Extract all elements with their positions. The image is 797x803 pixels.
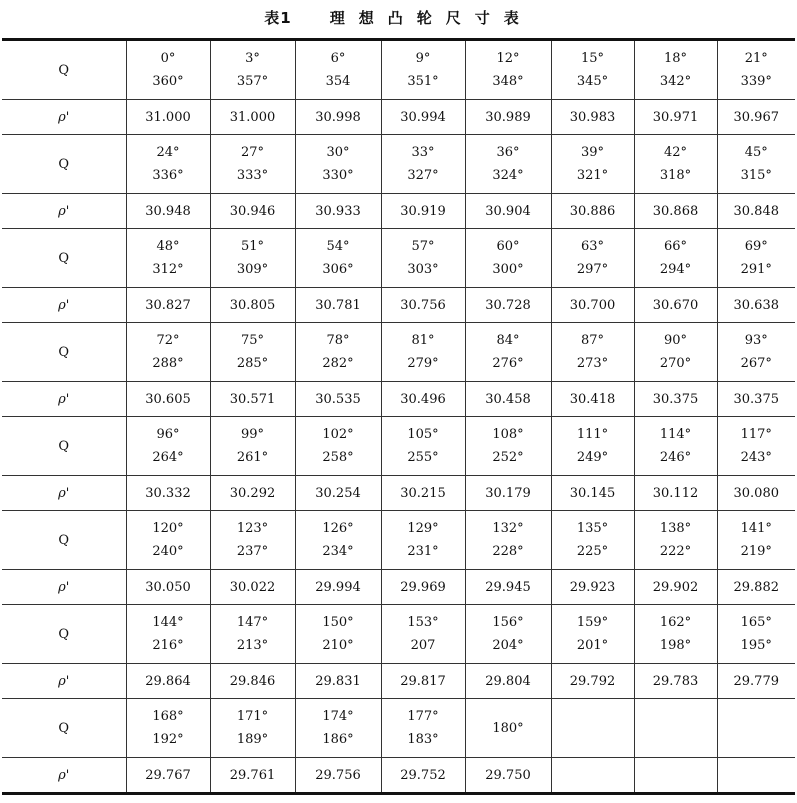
radius-cell: 30.827 <box>126 288 210 323</box>
angle-cell <box>381 605 465 664</box>
angle-value: 144° <box>152 615 184 630</box>
angle-value: 63° <box>580 239 605 254</box>
radius-cell: 30.571 <box>210 382 295 417</box>
angle-cell <box>717 417 795 476</box>
radius-cell: 30.967 <box>717 100 795 135</box>
radius-cell: 30.781 <box>295 288 381 323</box>
radius-row <box>2 664 795 699</box>
angle-cell <box>210 511 295 570</box>
radius-cell: 29.792 <box>551 664 634 699</box>
radius-cell: 30.535 <box>295 382 381 417</box>
radius-cell: 30.418 <box>551 382 634 417</box>
angle-value: 48° <box>156 239 180 254</box>
angle-supplement: 279° <box>407 356 439 371</box>
angle-cell <box>717 40 795 100</box>
angle-supplement: 318° <box>659 168 692 183</box>
angle-supplement: 360° <box>152 74 184 89</box>
q-label: Q <box>2 699 126 758</box>
radius-cell: 30.605 <box>126 382 210 417</box>
angle-supplement: 255° <box>407 450 439 465</box>
angle-cell <box>465 699 551 758</box>
radius-cell: 30.886 <box>551 194 634 229</box>
angle-supplement: 234° <box>322 544 354 559</box>
angle-value: 87° <box>580 333 605 348</box>
angle-cell <box>551 135 634 194</box>
angle-supplement: 261° <box>236 450 269 465</box>
angle-value: 45° <box>744 145 768 160</box>
angle-cell <box>551 40 634 100</box>
radius-cell: 30.728 <box>465 288 551 323</box>
radius-cell: 30.756 <box>381 288 465 323</box>
angle-supplement: 312° <box>152 262 184 277</box>
angle-cell <box>126 323 210 382</box>
radius-cell: 30.638 <box>717 288 795 323</box>
angle-value: 180° <box>492 720 524 736</box>
angle-cell <box>381 229 465 288</box>
angle-cell <box>465 323 551 382</box>
rho-label: ρ' <box>2 570 126 605</box>
angle-cell <box>717 605 795 664</box>
angle-supplement: 282° <box>322 356 354 371</box>
angle-cell <box>126 417 210 476</box>
angle-supplement: 270° <box>659 356 692 371</box>
radius-cell: 30.904 <box>465 194 551 229</box>
radius-cell: 30.948 <box>126 194 210 229</box>
radius-cell: 30.989 <box>465 100 551 135</box>
angle-cell <box>717 699 795 758</box>
angle-supplement: 207 <box>410 638 436 653</box>
angle-cell <box>465 511 551 570</box>
radius-cell: 30.254 <box>295 476 381 511</box>
angle-supplement: 216° <box>152 638 184 653</box>
angle-cell <box>551 511 634 570</box>
angle-cell <box>381 135 465 194</box>
angle-supplement: 303° <box>407 262 439 277</box>
radius-cell: 30.868 <box>634 194 717 229</box>
angle-supplement: 354 <box>325 74 351 89</box>
angle-value: 138° <box>659 521 692 536</box>
angle-cell <box>126 699 210 758</box>
radius-row <box>2 288 795 323</box>
angle-supplement: 342° <box>659 74 692 89</box>
angle-supplement: 189° <box>236 732 269 747</box>
angle-value: 111° <box>576 427 609 442</box>
angle-supplement: 192° <box>152 732 184 747</box>
angle-value: 15° <box>580 51 605 66</box>
radius-cell: 29.864 <box>126 664 210 699</box>
angle-supplement: 210° <box>322 638 354 653</box>
radius-cell: 29.831 <box>295 664 381 699</box>
rho-label: ρ' <box>2 664 126 699</box>
angle-value: 120° <box>152 521 184 536</box>
angle-cell <box>717 135 795 194</box>
radius-cell: 30.375 <box>634 382 717 417</box>
angle-cell <box>126 605 210 664</box>
angle-supplement: 297° <box>576 262 609 277</box>
angle-value: 18° <box>663 51 688 66</box>
angle-cell <box>634 605 717 664</box>
table-number: 表1 <box>264 8 292 27</box>
table-title <box>0 0 797 34</box>
angle-value: 84° <box>496 333 520 348</box>
angle-value: 132° <box>492 521 524 536</box>
angle-cell <box>126 40 210 100</box>
angle-value: 33° <box>411 145 435 160</box>
angle-supplement: 204° <box>492 638 524 653</box>
radius-cell: 30.496 <box>381 382 465 417</box>
angle-row <box>2 417 795 476</box>
angle-cell <box>551 605 634 664</box>
q-label: Q <box>2 417 126 476</box>
angle-supplement: 330° <box>322 168 354 183</box>
angle-value: 99° <box>240 427 265 442</box>
angle-supplement: 348° <box>492 74 524 89</box>
radius-cell: 30.670 <box>634 288 717 323</box>
radius-cell: 30.700 <box>551 288 634 323</box>
angle-value: 156° <box>492 615 524 630</box>
angle-cell <box>634 40 717 100</box>
radius-cell: 29.750 <box>465 758 551 794</box>
angle-supplement: 333° <box>236 168 269 183</box>
rho-label: ρ' <box>2 194 126 229</box>
radius-cell: 30.805 <box>210 288 295 323</box>
q-label: Q <box>2 605 126 664</box>
q-label: Q <box>2 135 126 194</box>
rho-label: ρ' <box>2 100 126 135</box>
angle-cell <box>465 417 551 476</box>
angle-supplement: 264° <box>152 450 184 465</box>
angle-cell <box>465 135 551 194</box>
radius-cell: 29.945 <box>465 570 551 605</box>
angle-value: 129° <box>407 521 439 536</box>
angle-value: 162° <box>659 615 692 630</box>
angle-supplement: 240° <box>152 544 184 559</box>
angle-supplement: 315° <box>740 168 772 183</box>
angle-supplement: 300° <box>492 262 524 277</box>
angle-cell <box>210 699 295 758</box>
angle-value: 12° <box>496 51 520 66</box>
angle-supplement: 228° <box>492 544 524 559</box>
angle-cell <box>381 417 465 476</box>
angle-value: 81° <box>411 333 435 348</box>
angle-supplement: 285° <box>236 356 269 371</box>
angle-supplement: 222° <box>659 544 692 559</box>
angle-value: 36° <box>496 145 520 160</box>
angle-value: 93° <box>744 333 768 348</box>
angle-cell <box>210 135 295 194</box>
angle-value: 171° <box>236 709 269 724</box>
angle-supplement: 243° <box>740 450 772 465</box>
angle-supplement: 219° <box>740 544 772 559</box>
table-name: 理想凸轮尺寸表 <box>329 8 533 27</box>
angle-value: 135° <box>576 521 609 536</box>
radius-cell: 30.971 <box>634 100 717 135</box>
angle-value: 39° <box>580 145 605 160</box>
angle-supplement: 195° <box>740 638 772 653</box>
q-label: Q <box>2 40 126 100</box>
angle-supplement: 186° <box>322 732 354 747</box>
angle-cell <box>210 417 295 476</box>
angle-value: 159° <box>576 615 609 630</box>
angle-cell <box>295 135 381 194</box>
angle-cell <box>126 135 210 194</box>
angle-cell <box>465 229 551 288</box>
radius-row <box>2 570 795 605</box>
angle-cell <box>381 699 465 758</box>
angle-cell <box>295 605 381 664</box>
radius-cell: 30.994 <box>381 100 465 135</box>
angle-value: 141° <box>740 521 772 536</box>
radius-cell: 30.983 <box>551 100 634 135</box>
radius-cell: 29.882 <box>717 570 795 605</box>
radius-cell <box>551 758 634 794</box>
angle-supplement: 324° <box>492 168 524 183</box>
angle-cell <box>717 323 795 382</box>
angle-value: 165° <box>740 615 772 630</box>
angle-cell <box>634 229 717 288</box>
radius-cell: 30.332 <box>126 476 210 511</box>
radius-cell: 29.783 <box>634 664 717 699</box>
rho-label: ρ' <box>2 476 126 511</box>
angle-row <box>2 40 795 100</box>
radius-cell: 29.767 <box>126 758 210 794</box>
angle-cell <box>295 40 381 100</box>
radius-cell: 29.846 <box>210 664 295 699</box>
angle-value: 21° <box>744 51 768 66</box>
angle-supplement: 321° <box>576 168 609 183</box>
angle-cell <box>126 511 210 570</box>
radius-cell: 29.923 <box>551 570 634 605</box>
angle-row <box>2 605 795 664</box>
angle-cell <box>381 323 465 382</box>
angle-cell <box>210 605 295 664</box>
angle-supplement: 249° <box>576 450 609 465</box>
angle-supplement: 276° <box>492 356 524 371</box>
angle-value: 24° <box>156 145 180 160</box>
angle-value: 72° <box>156 333 180 348</box>
rho-label: ρ' <box>2 382 126 417</box>
rho-label: ρ' <box>2 288 126 323</box>
radius-cell: 29.817 <box>381 664 465 699</box>
angle-value: 54° <box>326 239 350 254</box>
radius-cell: 30.022 <box>210 570 295 605</box>
angle-cell <box>295 323 381 382</box>
radius-cell: 29.994 <box>295 570 381 605</box>
angle-value: 168° <box>152 709 184 724</box>
angle-value: 57° <box>411 239 435 254</box>
angle-row <box>2 323 795 382</box>
angle-cell <box>381 511 465 570</box>
radius-cell: 31.000 <box>210 100 295 135</box>
angle-cell <box>634 699 717 758</box>
angle-value: 102° <box>322 427 354 442</box>
angle-value: 78° <box>326 333 350 348</box>
angle-supplement: 273° <box>576 356 609 371</box>
angle-supplement: 252° <box>492 450 524 465</box>
angle-cell <box>465 40 551 100</box>
angle-value: 147° <box>236 615 269 630</box>
angle-supplement: 327° <box>407 168 439 183</box>
angle-value: 9° <box>415 51 431 66</box>
radius-row <box>2 758 795 794</box>
angle-cell <box>126 229 210 288</box>
q-label: Q <box>2 229 126 288</box>
radius-cell <box>634 758 717 794</box>
radius-cell: 30.919 <box>381 194 465 229</box>
angle-value: 3° <box>245 51 260 66</box>
angle-row <box>2 135 795 194</box>
angle-value: 105° <box>407 427 439 442</box>
angle-supplement: 246° <box>659 450 692 465</box>
radius-row <box>2 194 795 229</box>
angle-value: 90° <box>663 333 688 348</box>
angle-cell <box>717 511 795 570</box>
angle-value: 51° <box>240 239 265 254</box>
angle-cell <box>634 417 717 476</box>
angle-supplement: 357° <box>236 74 269 89</box>
angle-value: 117° <box>740 427 772 442</box>
radius-cell: 29.761 <box>210 758 295 794</box>
angle-cell <box>210 40 295 100</box>
angle-value: 27° <box>240 145 265 160</box>
q-label: Q <box>2 511 126 570</box>
radius-row <box>2 476 795 511</box>
radius-cell: 30.292 <box>210 476 295 511</box>
angle-cell <box>295 229 381 288</box>
angle-value: 174° <box>322 709 354 724</box>
rho-label: ρ' <box>2 758 126 794</box>
radius-cell: 30.215 <box>381 476 465 511</box>
angle-value: 42° <box>663 145 688 160</box>
radius-row <box>2 100 795 135</box>
angle-row <box>2 699 795 758</box>
angle-value: 123° <box>236 521 269 536</box>
angle-cell <box>551 417 634 476</box>
radius-cell: 29.969 <box>381 570 465 605</box>
angle-supplement: 306° <box>322 262 354 277</box>
angle-supplement: 258° <box>322 450 354 465</box>
angle-value: 153° <box>407 615 439 630</box>
angle-value: 114° <box>659 427 692 442</box>
angle-supplement: 345° <box>576 74 609 89</box>
angle-cell <box>634 323 717 382</box>
cam-dimension-table <box>2 38 795 795</box>
radius-cell: 30.946 <box>210 194 295 229</box>
angle-cell <box>551 699 634 758</box>
angle-supplement: 201° <box>576 638 609 653</box>
angle-supplement: 288° <box>152 356 184 371</box>
radius-cell: 29.902 <box>634 570 717 605</box>
radius-row <box>2 382 795 417</box>
angle-value: 66° <box>663 239 688 254</box>
angle-supplement: 267° <box>740 356 772 371</box>
angle-supplement: 237° <box>236 544 269 559</box>
q-label: Q <box>2 323 126 382</box>
radius-cell: 30.933 <box>295 194 381 229</box>
angle-value: 108° <box>492 427 524 442</box>
angle-value: 126° <box>322 521 354 536</box>
angle-value: 177° <box>407 709 439 724</box>
radius-cell: 30.112 <box>634 476 717 511</box>
angle-cell <box>210 323 295 382</box>
angle-cell <box>465 605 551 664</box>
angle-value: 69° <box>744 239 768 254</box>
angle-cell <box>381 40 465 100</box>
angle-cell <box>634 511 717 570</box>
radius-cell: 30.458 <box>465 382 551 417</box>
radius-cell: 29.756 <box>295 758 381 794</box>
radius-cell: 30.375 <box>717 382 795 417</box>
angle-row <box>2 511 795 570</box>
angle-cell <box>551 323 634 382</box>
angle-value: 75° <box>240 333 265 348</box>
angle-supplement: 183° <box>407 732 439 747</box>
radius-cell: 29.752 <box>381 758 465 794</box>
angle-supplement: 225° <box>576 544 609 559</box>
radius-cell: 29.804 <box>465 664 551 699</box>
angle-value: 60° <box>496 239 520 254</box>
angle-row <box>2 229 795 288</box>
angle-supplement: 339° <box>740 74 772 89</box>
radius-cell: 30.080 <box>717 476 795 511</box>
radius-cell: 30.848 <box>717 194 795 229</box>
angle-cell <box>295 511 381 570</box>
radius-cell: 30.179 <box>465 476 551 511</box>
angle-supplement: 336° <box>152 168 184 183</box>
angle-cell <box>210 229 295 288</box>
angle-supplement: 291° <box>740 262 772 277</box>
angle-value: 0° <box>160 51 176 66</box>
angle-supplement: 309° <box>236 262 269 277</box>
angle-cell <box>295 417 381 476</box>
radius-cell: 31.000 <box>126 100 210 135</box>
radius-cell: 30.998 <box>295 100 381 135</box>
angle-cell <box>551 229 634 288</box>
angle-supplement: 213° <box>236 638 269 653</box>
angle-value: 150° <box>322 615 354 630</box>
angle-supplement: 198° <box>659 638 692 653</box>
angle-supplement: 231° <box>407 544 439 559</box>
radius-cell: 30.050 <box>126 570 210 605</box>
angle-value: 6° <box>330 51 346 66</box>
angle-supplement: 294° <box>659 262 692 277</box>
radius-cell: 30.145 <box>551 476 634 511</box>
angle-cell <box>717 229 795 288</box>
angle-value: 96° <box>156 427 180 442</box>
angle-cell <box>295 699 381 758</box>
angle-value: 30° <box>326 145 350 160</box>
angle-supplement: 351° <box>407 74 439 89</box>
angle-cell <box>634 135 717 194</box>
radius-cell: 29.779 <box>717 664 795 699</box>
radius-cell <box>717 758 795 794</box>
